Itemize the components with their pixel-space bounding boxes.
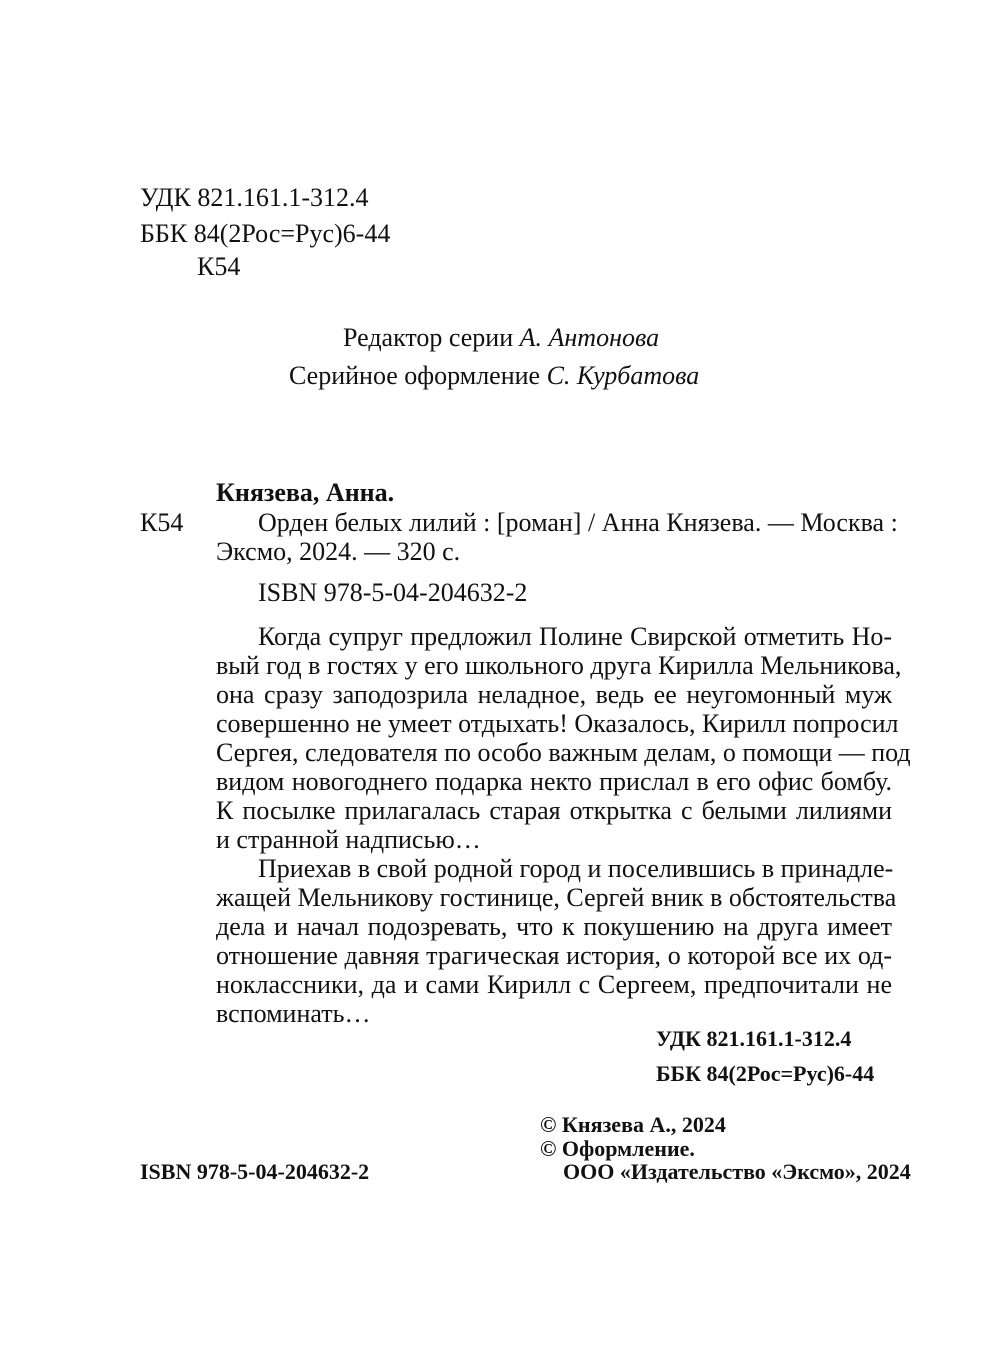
isbn-bottom: ISBN 978-5-04-204632-2 [140, 1159, 370, 1184]
bbk-code-top: ББК 84(2Рос=Рус)6-44 [140, 219, 391, 248]
author-copyright: © Князева А., 2024 [540, 1112, 726, 1137]
design-credit-line [289, 361, 699, 391]
design-credit-name: С. Курбатова [546, 361, 700, 390]
publisher-copyright: ООО «Издательство «Эксмо», 2024 [563, 1159, 911, 1184]
annotation-line: вый год в гостях у его школьного друга Кирилла Мельникова, [216, 651, 902, 680]
design-copyright: © Оформление. [540, 1136, 695, 1161]
annotation-line: Сергея, следователя по особо важным делам, о помощи — под [216, 738, 911, 767]
bbk-code-bottom: ББК 84(2Рос=Рус)6-44 [656, 1061, 875, 1086]
series-editor-name: А. Антонова [519, 323, 660, 352]
author-mark-top: К54 [197, 252, 241, 281]
catalog-title-line-2: Эксмо, 2024. — 320 с. [216, 537, 461, 566]
series-editor-label: Редактор серии [343, 323, 514, 352]
catalog-isbn: ISBN 978-5-04-204632-2 [258, 578, 528, 607]
annotation-line: отношение давняя трагическая история, о которой все их од- [216, 941, 892, 970]
author-mark-catalog: К54 [140, 508, 184, 537]
author-heading: Князева, Анна. [216, 478, 395, 507]
catalog-title-line-1: Орден белых лилий : [роман] / Анна Князева. — Москва : [258, 508, 898, 537]
annotation-line: она сразу заподозрила неладное, ведь ее неугомонный муж [216, 680, 892, 709]
annotation-line: жащей Мельникову гостинице, Сергей вник в обстоятельства [216, 883, 897, 912]
series-editor-line [343, 323, 659, 353]
annotation-line: вспоминать… [216, 999, 371, 1028]
udk-code-top: УДК 821.161.1-312.4 [140, 183, 369, 212]
annotation-line: совершенно не умеет отдыхать! Оказалось, Кирилл попросил [216, 709, 899, 738]
annotation-line: и странной надписью… [216, 825, 481, 854]
annotation-line: Приехав в свой родной город и поселившись в принадле- [258, 854, 894, 883]
annotation-line: К посылке прилагалась старая открытка с белыми лилиями [216, 796, 892, 825]
udk-code-bottom: УДК 821.161.1-312.4 [656, 1026, 852, 1051]
annotation-line: Когда супруг предложил Полине Свирской отметить Но- [258, 622, 892, 651]
design-credit-label: Серийное оформление [289, 361, 541, 390]
annotation-line: видом новогоднего подарка некто прислал в его офис бомбу. [216, 767, 892, 796]
annotation-line: дела и начал подозревать, что к покушению на друга имеет [216, 912, 892, 941]
annotation-line: ноклассники, да и сами Кирилл с Сергеем, предпочитали не [216, 970, 892, 999]
